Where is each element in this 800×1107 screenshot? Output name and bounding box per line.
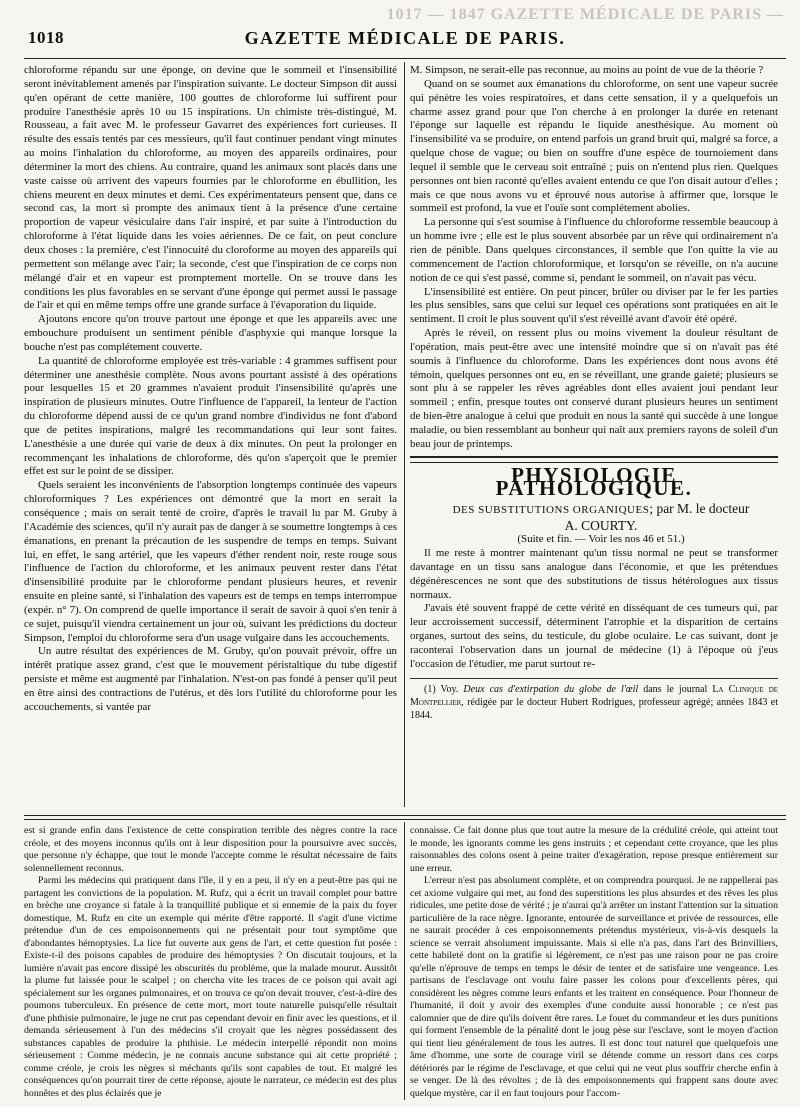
- page-number: 1018: [28, 28, 64, 47]
- feuilleton-column-right: [410, 825, 778, 1100]
- footnote: (1) Voy. Deux cas d'extirpation du globe de l'œil dans le journal La Clinique de Montpellier, rédigée par le docteur Hubert Rodrigues, professeur agrégé; années 1843 et 1844.: [410, 683, 779, 721]
- paragraph: connaisse. Ce fait donne plus que tout autre la mesure de la crédulité créole, qui atteint tout le monde, les ignorants comme les gens instruits ; et cependant cette croyance, que les plus raisonnables des colons osent à peine traiter d'exagération, repose presque entièrement sur une erreur.: [410, 825, 778, 874]
- footnote-rule: [410, 678, 778, 679]
- feuilleton-column-left: [24, 825, 397, 1100]
- paragraph: L'insensibilité est entière. On peut pincer, brûler ou diviser par le fer les parties les plus sensibles, sans que celui sur lequel ces opérations sont pratiquées en ait le sentiment. Il croit le plus souvent qu'il s'est réveillé avant d'avoir été opéré.: [410, 285, 778, 326]
- paragraph: M. Simpson, ne serait-elle pas reconnue, au moins au point de vue de la théorie ?: [410, 64, 764, 76]
- section-title: PHYSIOLOGIE PATHOLOGIQUE.: [495, 462, 693, 501]
- paragraph: La personne qui s'est soumise à l'influence du chloroforme ressemble beaucoup à un homme ivre ; elle est le plus souvent absorbée par un rêve qui ordinairement n'a rien de pénible. Dans quelques circonstances, il semble que l'on quitte la vie au commencement de l'action chloroformique, et lorsqu'on se réveille, on n'a aucune notion de ce qui s'est passé, comme si, pendant le sommeil, on n'avait pas vécu.: [410, 216, 778, 284]
- page-header: [24, 26, 786, 52]
- feuilleton-rule: [24, 815, 786, 816]
- paragraph: Ajoutons encore qu'on trouve partout une éponge et que les appareils avec une embouchure produisent un sentiment pénible d'asphyxie qui manque lorsque la bouche n'est pas complétement couverte.: [24, 313, 397, 353]
- section-author: A. COURTY.: [564, 518, 638, 534]
- paragraph: L'erreur n'est pas absolument complète, et on comprendra pourquoi. Je ne rappellerai pas cet axiome vulgaire qui met, au fond des superstitions les plus absurdes et des rêves les plus ridicules, une petite dose de vérité ; je n'aurai qu'à arrêter un instant l'attention sur la situation particulière de la race nègre. Ignorante, entourée de surveillance et privée de ressources, elle ne saurait procéder à ces empoisonnements prétendus mystérieux, vis-à-vis desquels la science se verrait absolument impuissante. Mais si elle n'a pas, dans l'art des Brinvilliers, cette habileté dont on la gratifie si légèrement, ce n'est pas une raison pour ne pas croire qu'elle n'éprouve de temps en temps le désir de tenter et de satisfaire une vengeance. Les partisans de l'esclavage ont voulu faire passer les colons pour d'excellents pères, qui considèrent les nègres comme leurs enfants et les traitent en conséquence. Pour l'honneur de l'humanité, il doit y avoir des exemples d'une conduite aussi honorable ; ce n'est pas calomnier que de dire qu'ils doivent être rares. Le fouet du commandeur et les durs punitions qui forment l'ensemble de la pénalité dont le joug pèse sur l'esclave, sont le moyen d'action qui tient lieu généralement de tous les autres. Il est donc tout naturel que quelquefois une âme d'homme, une sorte de courage viril se détende comme un ressort dans ces corps détériorés par le régime de l'esclavage, et que celui qui ne veut plus souffrir cherche enfin à se venger. De là des révoltes ; de là des empoisonnements qui frappent sans doute avec quelque mystère, car il en faut toujours pour l'accom-: [410, 875, 778, 1099]
- article-column-top-left: [24, 64, 397, 715]
- paragraph: Après le réveil, on ressent plus ou moins vivement la douleur résultant de l'opération, mais peut-être avec une intensité moindre que si on n'avait pas été soumis à l'influence du chloroforme. Dans les expériences dont nous avons été témoin, quelques personnes ont eu, en se réveillant, une grande gaieté; plusieurs se sont plu à se rappeler les rêves agréables dont elles avaient joui pendant leur sommeil ; enfin, presque toutes ont conservé durant plusieurs heures un sentiment de bien-être analogue à celui que produit en nous la santé qui succède à une longue maladie, ou bien ressemblant au bonheur qui naît aux premiers rayons de soleil d'un beau jour de printemps.: [410, 327, 778, 450]
- article-column-top-right: [410, 64, 778, 722]
- paragraph: La quantité de chloroforme employée est très-variable : 4 grammes suffisent pour déterminer une anesthésie complète. Nous avons pourtant assisté à des opérations pour lesquelles 15 et 20 grammes n'avaient produit l'insensibilité qu'après une inspiration de plusieurs minutes. Outre l'influence de l'appareil, la lenteur de l'action du chloroforme dépend aussi de ce qu'un grand nombre d'individus ne font d'abord que de petites inspirations, malgré les recommandations qui leur sont faites. L'anesthésie a une durée qui varie de deux à dix minutes. On peut la prolonger en recommençant les inhalations de chloroforme, dès qu'on s'aperçoit que le premier effet est sur le point de se dissiper.: [24, 354, 397, 478]
- paragraph: Il me reste à montrer maintenant qu'un tissu normal ne peut se transformer davantage en un tissu sans analogue dans l'économie, et que les prétendues dégénérescences ne sont que des substitutions de tissus hétérologues aux tissus normaux.: [410, 547, 778, 601]
- paragraph: Un autre résultat des expériences de M. Gruby, qu'on pouvait prévoir, offre un intérêt pratique assez grand, c'est que le mouvement péristaltique du tube digestif persiste et même est augmenté par l'inhalation. N'est-on pas fondé à penser qu'il peut en être ainsi des contractions de l'utérus, et dès lors l'utilité du chloroforme pour les accouchements, si vantée par: [24, 645, 397, 713]
- column-divider: [404, 822, 405, 1100]
- paragraph: Quand on se soumet aux émanations du chloroforme, on sent une vapeur sucrée qui pénètre les voies respiratoires, et dans cette sensation, il y a quelquefois un charme assez grand pour que l'on cherche à en prolonger la durée en retenant l'éponge sur laquelle est répandu le liquide anesthésique. Au moment où l'insensibilité va se produire, on entend parfois un grand bruit qui, malgré sa force, a quelque chose de vague; ou bien on souffre d'une espèce de tournoiement dans lequel il semble que le cerveau soit entraîné ; puis on n'entend plus rien. Quelques personnes ont bien raconté qu'elles avaient entendu ce que l'on disait autour d'elles ; mais ce que nous avons vu et éprouvé nous autorise à affirmer que, lorsque le sommeil est profond, la vue et l'ouïe sont complétement abolies.: [410, 77, 778, 215]
- subtitle-prefix: DES SUBSTITUTIONS ORGANIQUES: [452, 504, 650, 517]
- page-title: GAZETTE MÉDICALE DE PARIS.: [244, 28, 566, 48]
- continuation-note: (Suite et fin. — Voir les nos 46 et 51.): [517, 533, 685, 546]
- paragraph: J'avais été souvent frappé de cette vérité en disséquant de ces tumeurs qui, par leur accroissement successif, déterminent l'atrophie et la disparition de certains organes, surtout des seins, du testicule, du globe oculaire. Le cas suivant, dont je raconterai l'observation dans un journal de médecine (1) à l'époque où j'eus l'occasion de l'étudier, me parut surtout re-: [410, 602, 778, 670]
- column-divider: [404, 62, 405, 807]
- bleed-through-text: 1017 — 1847 GAZETTE MÉDICALE DE PARIS —: [386, 6, 784, 23]
- paragraph: chloroforme répandu sur une éponge, on devine que le sommeil et l'insensibilité seront inévitablement amenés par l'inspiration suivante. Le docteur Simpson dit aussi qu'en opérant de cette manière, 100 gouttes de chloroforme lui suffirent pour produire l'anesthésie après 10 ou 15 inspirations. Un chimiste très-distingué, M. Rousseau, a fait avec M. le professeur Gavarret des expériences fort curieuses. Il résulte des essais tentés par ces messieurs, qu'il faut continuer pendant vingt minutes au moins l'inhalation du chloroforme, au moyen des appareils ordinaires, pour déterminer la mort des chiens. Au contraire, quand les animaux sont placés dans une vaste caisse où arrivent des vapeurs fournies par le chloroforme en ébullition, les chiens meurent en deux minutes et demi. Ces expérimentateurs pensent que, dans ce second cas, la mort si prompte des animaux tient à la présence d'une certaine proportion de vapeur vésiculaire dans l'air inspiré, et par suite à l'introduction du chloroforme à l'état liquide dans les voies aériennes. De ce fait, on peut conclure deux choses : la première, c'est l'innocuité du cloroforme au moyen des appareils qui permettent son mélange avec l'air; la seconde, c'est que l'inspiration de ce corps non mélangé d'air et en vapeur est promptement mortelle. On se trouve dans les conditions les plus favorables en se servant d'une éponge qui permet aussi le passage de l'air et qui en même temps offre une grande surface à l'évaporation du liquide.: [24, 64, 397, 312]
- feuilleton-rule: [24, 819, 786, 820]
- subtitle-suffix: ; par M. le docteur: [649, 501, 750, 517]
- paragraph: est si grande enfin dans l'existence de cette conspiration terrible des nègres contre la race créole, et des moyens inconnus qu'ils ont à leur disposition pour la poursuivre avec succès, que personne n'y échappe, que tout le monde l'accepte comme le résultat nécessaire de faits solennellement reconnus.: [24, 825, 397, 874]
- paragraph: Parmi les médecins qui pratiquent dans l'île, il y en a peu, il n'y en a peut-être pas qui ne partagent les convictions de la population. M. Rufz, qui a écrit un travail complet pour battre en brèche une croyance si fatale à la tranquillité publique et si ennemie de la paix du foyer domestique, M. Rufz en cite un exemple qui mérite d'être rapporté. Il s'agit d'une victime prétendue d'un de ces empoisonnements qui ne présentait pour tout symptôme que d'abondantes hémoptysies. La lice fut ouverte aux gens de l'art, et cette question fut posée : Existe-t-il des poisons capables de produire des hémoptysies ? On discutait toujours, et la lumière n'avait pas encore dissipé les obscurités du problème, que la malade mourut. Aussitôt la plume fut laissée pour le scalpel ; on chercha vite les traces de ce poison qui avait agi spécialement sur les organes pulmonaires, et on trouva ce qu'on devait trouver, c'est-à-dire des poumons tuberculeux. En présence de cette mort, mort toute naturelle puisqu'elle résultait d'une phthisie pulmonaire, le juge ne crut pas cependant devoir en finir avec les questions, et il demanda sérieusement à l'un des médecins s'il croyait que les nègres possédassent des substances capables de produire la phthisie. Le médecin interpellé répondit non moins sérieusement : Comme médecin, je ne connais aucune substance qui ait cette propriété ; comme créole, je crois les nègres si méchants qu'ils sont capables de tout. Et malgré les conséquences qu'on pourrait tirer de cette réponse, ajoute le narrateur, ce médecin est des plus honnêtes et des plus éclairés que je: [24, 875, 397, 1099]
- header-rule: [24, 58, 786, 59]
- section-divider: [410, 456, 778, 463]
- paragraph: Quels seraient les inconvénients de l'absorption longtemps continuée des vapeurs chloroformiques ? Les expériences ont démontré que la mort en serait la conséquence ; mais on serait tenté de croire, d'après le travail lu par M. Gruby à l'Académie des sciences, qu'il n'y aurait pas de danger à se soumettre longtemps à ces émanations, en prenant la précaution de les suspendre de temps en temps. Suivant lui, en effet, le sang artériel, que les vapeurs d'éther rendent noir, reste rouge sous l'influence de l'action du chloroforme, et les animaux peuvent rester dans l'état d'insensibilité produite par le chloroforme pendant plusieurs heures, et revenir ensuite en pleine santé, si l'inhalation des vapeurs est de temps en temps interrompue (expér. n° 7). On comprend de quelle importance il serait de savoir à quoi s'en tenir à ce sujet, puisqu'il viendra certainement un jour où, suivant les prédictions du docteur Simpson, l'emploi du chloroforme sera d'un usage vulgaire dans les accouchements.: [24, 479, 397, 644]
- section-subtitle: [410, 500, 778, 519]
